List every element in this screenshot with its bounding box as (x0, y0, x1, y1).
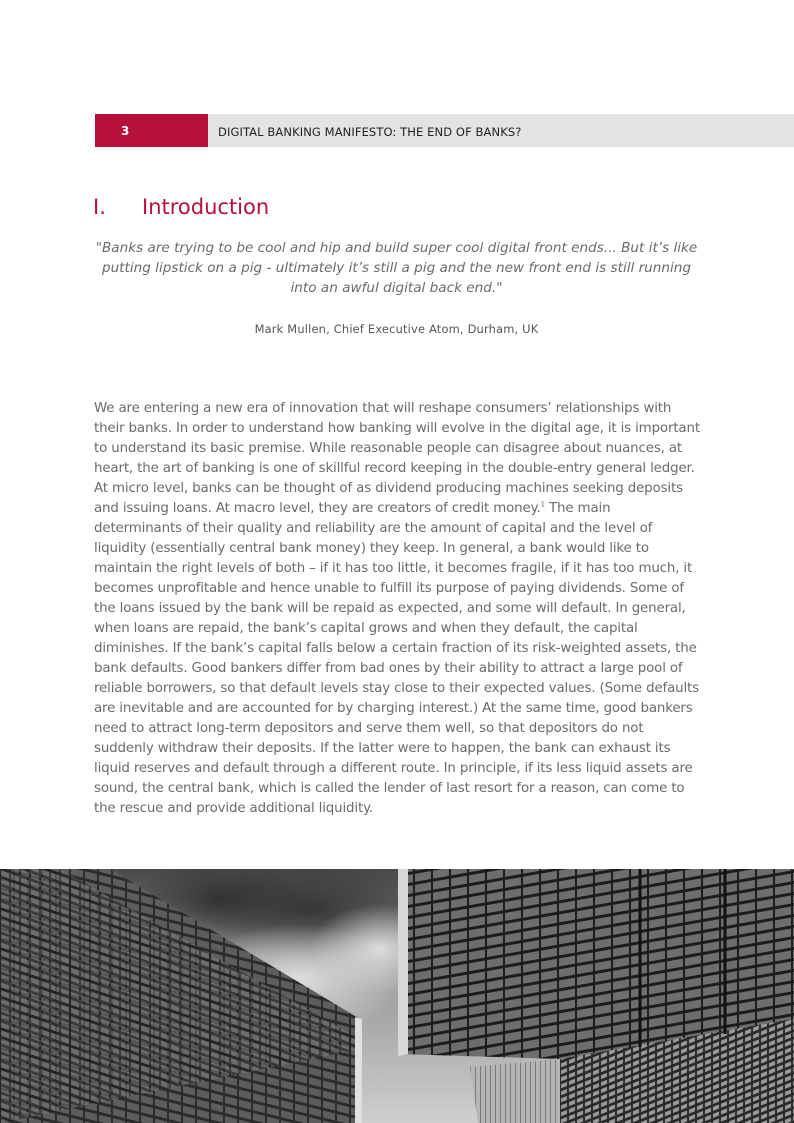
skyscrapers-photo (0, 869, 794, 1123)
body-paragraph (94, 399, 700, 819)
section-heading (93, 192, 269, 222)
footnote-reference[interactable]: 1 (540, 500, 545, 509)
section-title: Introduction (142, 195, 270, 219)
quote-attribution: Mark Mullen, Chief Executive Atom, Durham, UK (254, 322, 539, 336)
page-number: 3 (121, 124, 130, 138)
document-title: DIGITAL BANKING MANIFESTO: THE END OF BANKS? (218, 125, 522, 139)
epigraph-quote: "Banks are trying to be cool and hip and build super cool digital front ends... But it’s like putting lipstick on a pig - ultimately it’s still a pig and the new front end is still running into an awful digital back end." (95, 240, 698, 296)
section-number: I. (93, 195, 106, 219)
body-text-part-2: The main determinants of their quality and reliability are the amount of capital and the level of liquidity (essentially central bank money) they keep. In general, a bank would like to maintain the right levels of both – if it has too little, it becomes fragile, if it has too much, it becomes unprofitable and hence unable to fulfill its purpose of paying dividends. Some of the loans issued by the bank will be repaid as expected, and some will default. In general, when loans are repaid, the bank’s capital grows and when they default, the capital diminishes. If the bank’s capital falls below a certain fraction of its risk-weighted assets, the bank defaults. Good bankers differ from bad ones by their ability to attract a large pool of reliable borrowers, so that default levels stay close to their expected values. (Some defaults are inevitable and are accounted for by charging interest.) At the same time, good bankers need to attract long-term depositors and serve them well, so that depositors do not suddenly withdraw their deposits. If the latter were to happen, the bank can exhaust its liquid reserves and default through a different route. In principle, if its less liquid assets are sound, the central bank, which is called the lender of last resort for a reason, can come to the rescue and provide additional liquidity. (94, 501, 699, 816)
page-number-box (95, 114, 208, 147)
body-text-part-1: We are entering a new era of innovation that will reshape consumers’ relationships with their banks. In order to understand how banking will evolve in the digital age, it is important to understand its basic premise. While reasonable people can disagree about nuances, at heart, the art of banking is one of skillful record keeping in the double-entry general ledger. At micro level, banks can be thought of as dividend producing machines seeking deposits and issuing loans. At macro level, they are creators of credit money. (94, 401, 700, 516)
